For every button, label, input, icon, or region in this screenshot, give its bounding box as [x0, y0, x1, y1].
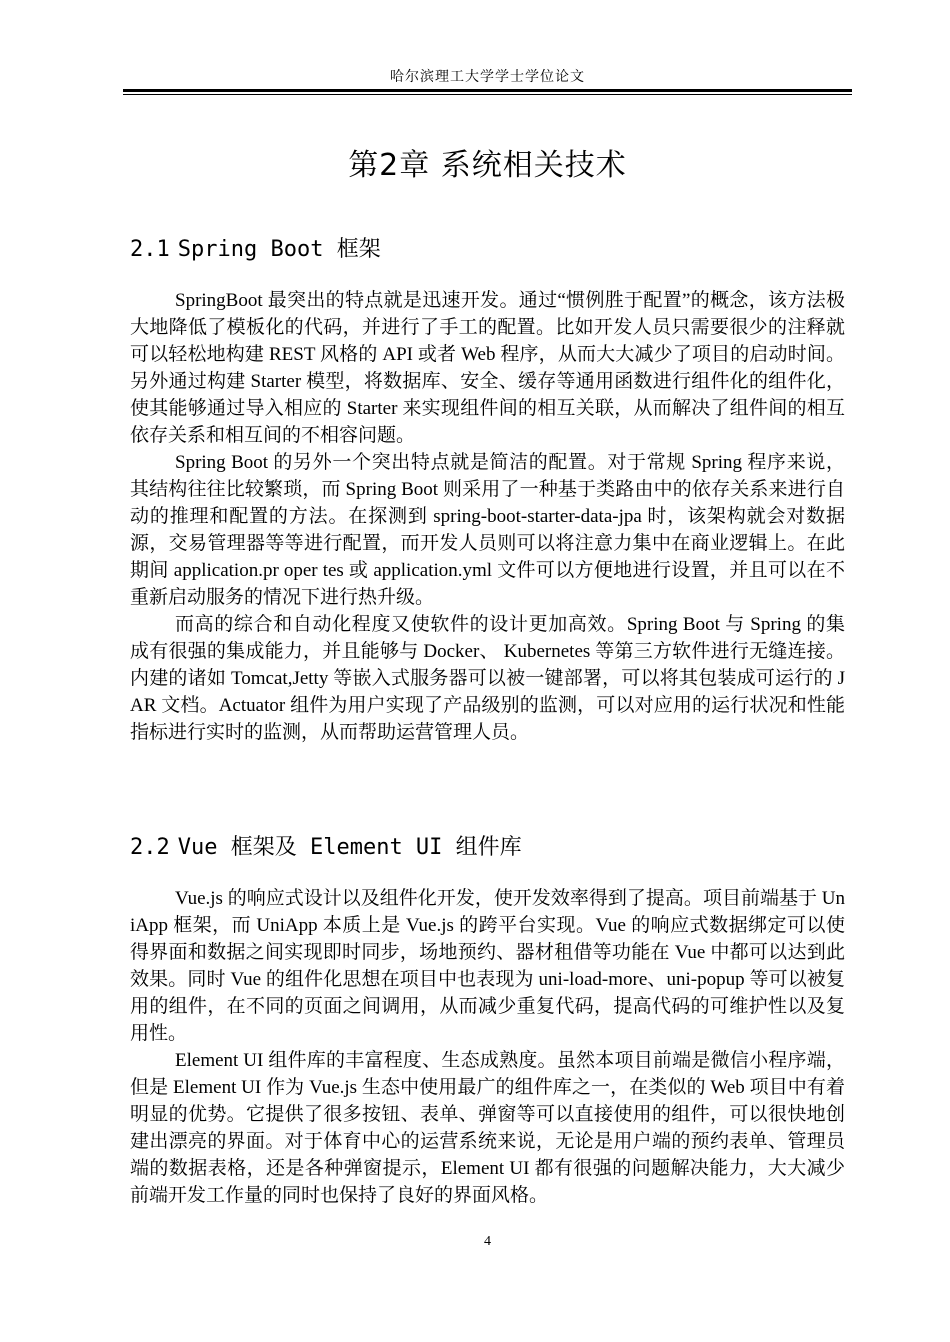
section-body-2-1 — [130, 287, 845, 746]
running-header: 哈尔滨理工大学学士学位论文 — [390, 69, 585, 85]
paragraph: Spring Boot 的另外一个突出特点就是简洁的配置。对于常规 Spring 程序来说，其结构往往比较繁琐，而 Spring Boot 则采用了一种基于类路由中的依存关系来进行自动的推理和配置的方法。在探测到 spring-boot-starter-data-jpa 时，该架构就会对数据源，交易管理器等等进行配置，而开发人员则可以将注意力集中在商业逻辑上。在此期间 application.pr oper tes 或 application.yml 文件可以方便地进行设置，并且可以在不重新启动服务的情况下进行热升级。 — [130, 452, 845, 608]
paragraph: SpringBoot 最突出的特点就是迅速开发。通过“惯例胜于配置”的概念，该方法极大地降低了模板化的代码，并进行了手工的配置。比如开发人员只需要很少的注释就可以轻松地构建 REST 风格的 API 或者 Web 程序，从而大大减少了项目的启动时间。另外通过构建 Starter 模型，将数据库、安全、缓存等通用函数进行组件化的组件化，使其能够通过导入相应的 Starter 来实现组件间的相互关联，从而解决了组件间的相互依存关系和相互间的不相容问题。 — [130, 290, 845, 446]
section-heading-2-1 — [130, 232, 381, 263]
header-rule-thick — [123, 89, 852, 92]
section-number: 2.2 — [130, 835, 170, 860]
section-body-2-2 — [130, 885, 845, 1209]
paragraph: Vue.js 的响应式设计以及组件化开发，使开发效率得到了提高。项目前端基于 UniApp 框架，而 UniApp 本质上是 Vue.js 的跨平台实现。Vue 的响应式数据绑定可以使得界面和数据之间实现即时同步，场地预约、器材租借等功能在 Vue 中都可以达到此效果。同时 Vue 的组件化思想在项目中也表现为 uni-load-more、uni-popup 等可以被复用的组件，在不同的页面之间调用，从而减少重复代码，提高代码的可维护性以及复用性。 — [130, 888, 845, 1044]
section-number: 2.1 — [130, 237, 170, 262]
header-rule-thin — [123, 94, 852, 95]
section-heading-2-2 — [130, 830, 522, 861]
section-title: Vue 框架及 Element UI 组件库 — [177, 835, 522, 860]
page-number: 4 — [484, 1234, 491, 1249]
section-title: Spring Boot 框架 — [177, 237, 381, 262]
chapter-title: 第2章 系统相关技术 — [348, 148, 627, 183]
paragraph: Element UI 组件库的丰富程度、生态成熟度。虽然本项目前端是微信小程序端，但是 Element UI 作为 Vue.js 生态中使用最广的组件库之一，在类似的 Web 项目中有着明显的优势。它提供了很多按钮、表单、弹窗等可以直接使用的组件，可以很快地创建出漂亮的界面。对于体育中心的运营系统来说，无论是用户端的预约表单、管理员端的数据表格，还是各种弹窗提示，Element UI 都有很强的问题解决能力，大大减少前端开发工作量的同时也保持了良好的界面风格。 — [130, 1050, 845, 1206]
paragraph: 而高的综合和自动化程度又使软件的设计更加高效。Spring Boot 与 Spring 的集成有很强的集成能力，并且能够与 Docker、 Kubernetes 等第三方软件进行无缝连接。内建的诸如 Tomcat,Jetty 等嵌入式服务器可以被一键部署，可以将其包装成可运行的 JAR 文档。Actuator 组件为用户实现了产品级别的监测，可以对应用的运行状况和性能指标进行实时的监测，从而帮助运营管理人员。 — [130, 614, 845, 743]
